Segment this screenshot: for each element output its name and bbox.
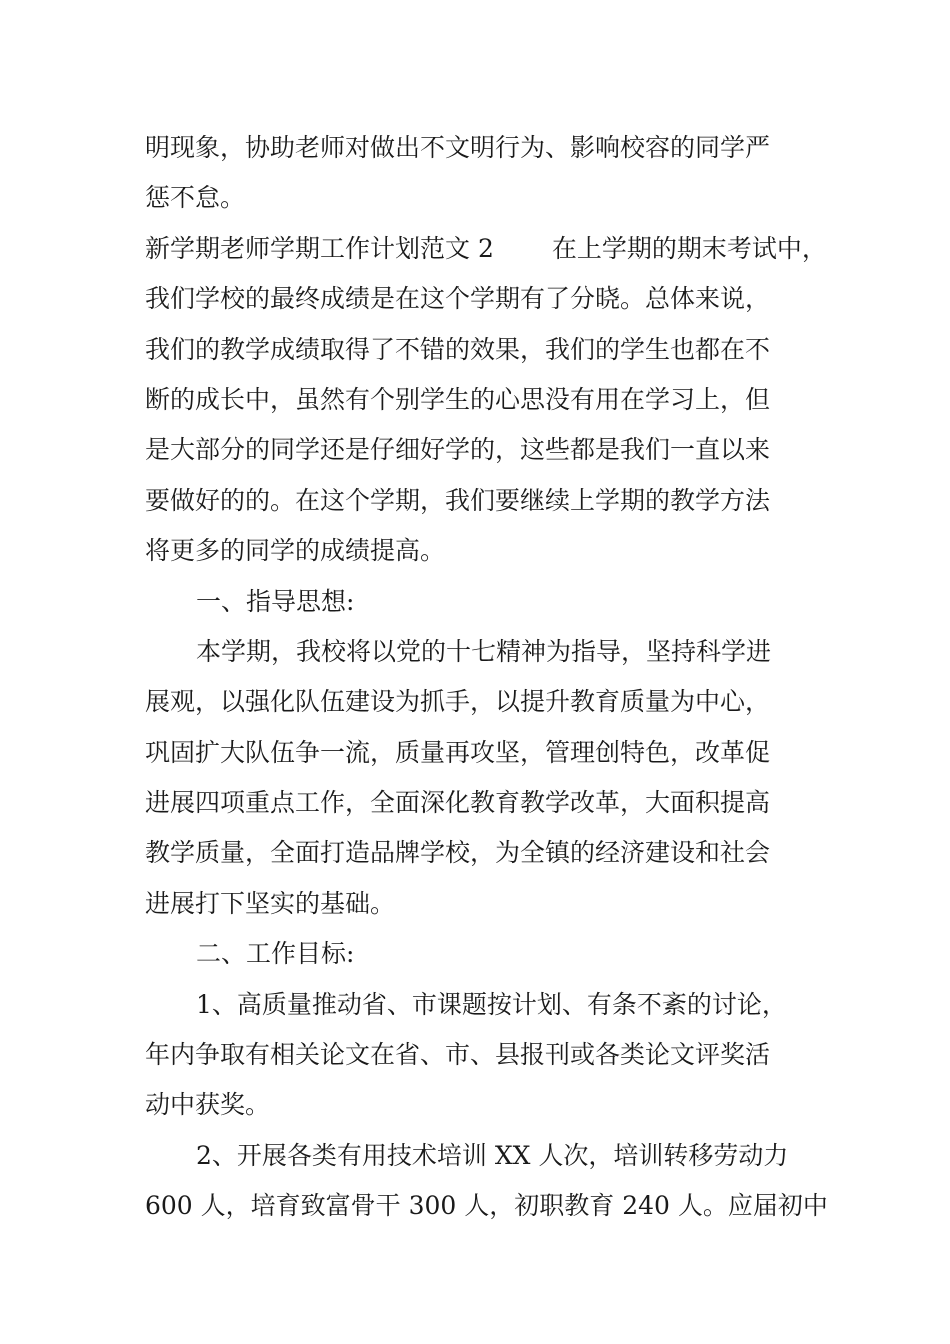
text-line: 进展四项重点工作，全面深化教育教学改革，大面积提高 [145, 788, 771, 818]
text-line: 动中获奖。 [145, 1090, 271, 1120]
text-line: 进展打下坚实的基础。 [145, 888, 396, 918]
text-line: 断的成长中，虽然有个别学生的心思没有用在学习上，但 [145, 384, 771, 414]
section-title: 新学期老师学期工作计划范文 2 [145, 233, 494, 263]
heading-work-goals: 二、工作目标: [196, 939, 355, 969]
text-line: 要做好的的。在这个学期，我们要继续上学期的教学方法 [145, 485, 771, 515]
text-line: 将更多的同学的成绩提高。 [145, 536, 446, 566]
text-line: 2、开展各类有用技术培训 XX 人次，培训转移劳动力 [196, 1140, 789, 1170]
text-line: 本学期，我校将以党的十七精神为指导，坚持科学进 [196, 636, 772, 666]
text-line: 明现象，协助老师对做出不文明行为、影响校容的同学严 [145, 133, 771, 162]
heading-guiding-ideology: 一、指导思想: [196, 586, 355, 616]
section-title-line [145, 224, 827, 274]
text-line: 600 人，培育致富骨干 300 人，初职教育 240 人。应届初中 [145, 1191, 828, 1221]
text-line: 我们的教学成绩取得了不错的效果，我们的学生也都在不 [145, 334, 771, 364]
text-line: 我们学校的最终成绩是在这个学期有了分晓。总体来说， [145, 284, 771, 314]
text-line: 展观，以强化队伍建设为抓手，以提升教育质量为中心， [145, 687, 771, 717]
text-line: 惩不怠。 [145, 183, 246, 213]
text-line: 在上学期的期末考试中， [551, 233, 827, 263]
text-line: 1、高质量推动省、市课题按计划、有条不紊的讨论， [196, 989, 787, 1019]
text-line: 巩固扩大队伍争一流，质量再攻坚，管理创特色，改革促 [145, 737, 771, 767]
text-line: 年内争取有相关论文在省、市、县报刊或各类论文评奖活 [145, 1040, 771, 1070]
text-line: 是大部分的同学还是仔细好学的，这些都是我们一直以来 [145, 435, 771, 465]
text-line: 教学质量，全面打造品牌学校，为全镇的经济建设和社会 [145, 838, 771, 868]
document-body [145, 123, 828, 1232]
